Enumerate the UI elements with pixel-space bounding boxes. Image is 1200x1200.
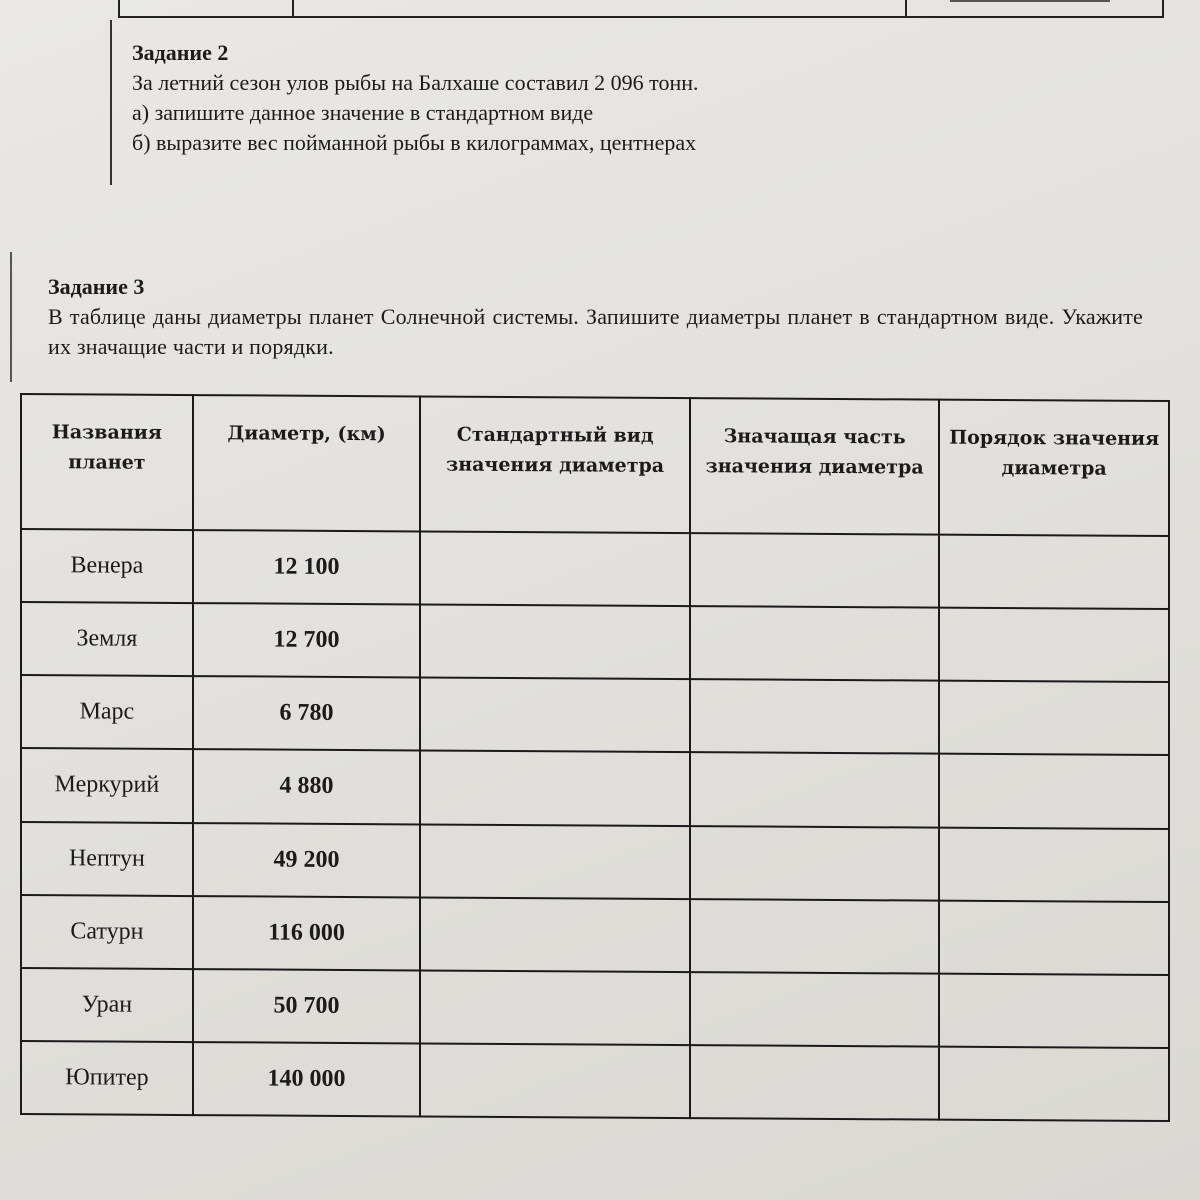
- standard-form-cell[interactable]: [420, 531, 690, 606]
- standard-form-cell[interactable]: [420, 897, 690, 972]
- order-cell[interactable]: [939, 900, 1169, 975]
- order-cell[interactable]: [939, 535, 1169, 610]
- margin-line: [10, 252, 12, 382]
- table-divider: [292, 0, 294, 16]
- diameter-cell: 116 000: [193, 896, 421, 971]
- order-cell[interactable]: [939, 754, 1169, 829]
- task-2-line: б) выразите вес пойманной рыбы в килограммах, центнерах: [132, 130, 697, 155]
- table-row: [21, 529, 1169, 609]
- header-diameter: Диаметр, (км): [193, 395, 421, 531]
- order-cell[interactable]: [939, 1046, 1169, 1121]
- header-planet-name: Названия планет: [21, 394, 193, 530]
- table-divider: [950, 0, 1110, 2]
- order-cell[interactable]: [939, 681, 1169, 756]
- standard-form-cell[interactable]: [420, 605, 690, 680]
- table-row: [21, 748, 1169, 828]
- margin-line: [110, 20, 112, 185]
- planet-name-cell: Нептун: [21, 822, 193, 896]
- table-row: [21, 675, 1169, 755]
- significant-part-cell[interactable]: [690, 972, 940, 1047]
- planet-diameters-table: [20, 393, 1170, 1122]
- significant-part-cell[interactable]: [690, 899, 940, 974]
- significant-part-cell[interactable]: [690, 1045, 940, 1120]
- header-significant-part: Значащая часть значения диаметра: [690, 398, 940, 535]
- table-row: [21, 1041, 1169, 1121]
- planet-name-cell: Марс: [21, 675, 193, 749]
- significant-part-cell[interactable]: [690, 606, 940, 681]
- planet-name-cell: Юпитер: [21, 1041, 193, 1115]
- standard-form-cell[interactable]: [420, 824, 690, 899]
- diameter-cell: 6 780: [193, 676, 421, 751]
- order-cell[interactable]: [939, 827, 1169, 902]
- task-2-title: Задание 2: [132, 40, 229, 65]
- table-row: [21, 895, 1169, 975]
- diameter-cell: 12 700: [193, 603, 421, 678]
- order-cell[interactable]: [939, 973, 1169, 1048]
- table-row: [21, 602, 1169, 682]
- task-3-title: Задание 3: [48, 274, 145, 299]
- diameter-cell: 12 100: [193, 530, 421, 605]
- significant-part-cell[interactable]: [690, 826, 940, 901]
- planet-name-cell: Уран: [21, 968, 193, 1042]
- order-cell[interactable]: [939, 608, 1169, 683]
- diameter-cell: 4 880: [193, 749, 421, 824]
- significant-part-cell[interactable]: [690, 679, 940, 754]
- table-row: [21, 968, 1169, 1048]
- planet-name-cell: Сатурн: [21, 895, 193, 969]
- standard-form-cell[interactable]: [420, 678, 690, 753]
- standard-form-cell[interactable]: [420, 970, 690, 1045]
- planet-name-cell: Венера: [21, 529, 193, 603]
- diameter-cell: 50 700: [193, 969, 421, 1044]
- table-divider: [905, 0, 907, 16]
- planet-name-cell: Земля: [21, 602, 193, 676]
- previous-table-fragment: [118, 0, 1164, 18]
- task-2-line: За летний сезон улов рыбы на Балхаше составил 2 096 тонн.: [132, 70, 699, 95]
- task-3: [48, 272, 1143, 362]
- table-row: [21, 822, 1169, 902]
- diameter-cell: 49 200: [193, 823, 421, 898]
- task-2-line: а) запишите данное значение в стандартном виде: [132, 100, 594, 125]
- standard-form-cell[interactable]: [420, 1043, 690, 1118]
- task-3-description: В таблице даны диаметры планет Солнечной системы. Запишите диаметры планет в стандартном виде. Укажите их значащие части и порядки.: [48, 304, 1143, 359]
- standard-form-cell[interactable]: [420, 751, 690, 826]
- significant-part-cell[interactable]: [690, 533, 940, 608]
- header-order: Порядок значения диаметра: [939, 400, 1169, 536]
- header-standard-form: Стандартный вид значения диаметра: [420, 396, 690, 533]
- table-header-row: [21, 394, 1169, 536]
- planet-name-cell: Меркурий: [21, 748, 193, 822]
- task-2: [132, 38, 1032, 158]
- significant-part-cell[interactable]: [690, 752, 940, 827]
- diameter-cell: 140 000: [193, 1042, 421, 1117]
